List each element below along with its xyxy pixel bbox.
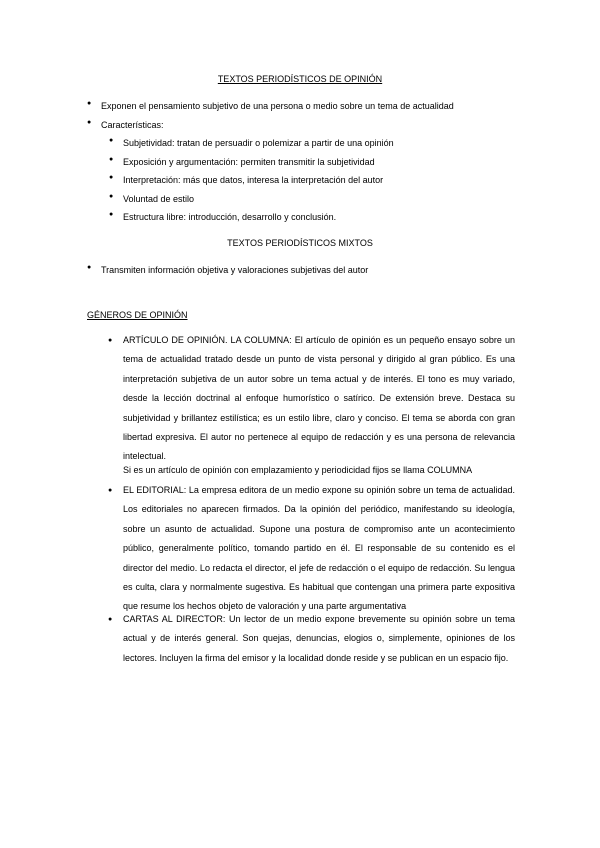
- bullet-icon: ●: [87, 100, 92, 107]
- bullet-icon: ●: [108, 337, 113, 344]
- page-title: TEXTOS PERIODÍSTICOS DE OPINIÓN: [217, 74, 383, 84]
- sub-list-item-text: Interpretación: más que datos, interesa la interpretación del autor: [123, 175, 384, 185]
- bullet-icon: ●: [109, 137, 114, 144]
- section-title-mixed: TEXTOS PERIODÍSTICOS MIXTOS: [227, 238, 373, 248]
- bullet-icon: ●: [87, 119, 92, 126]
- genre-text: ARTÍCULO DE OPINIÓN. LA COLUMNA: El artículo de opinión es un pequeño ensayo sobre un tema de actualidad tratado desde un punto de vista personal y dirigido al gran público. Es una interpretación subjetiva de un autor sobre un tema actual y de interés. El tono es muy variado, desde la lección doctrinal al enfoque humorístico o satírico. De extensión breve. Destaca su subjetividad y brillantez estilística; es un estilo libre, claro y conciso. El tema se aborda con gran libertad expresiva. El autor no pertenece al equipo de redacción y es una persona de relevancia intelectual.: [123, 335, 515, 462]
- bullet-icon: ●: [109, 193, 114, 200]
- bullet-icon: ●: [87, 264, 92, 271]
- list-item-text: Características:: [101, 120, 164, 130]
- genre-item-editorial: [108, 481, 515, 617]
- sub-list-item-text: Voluntad de estilo: [123, 194, 195, 204]
- bullet-icon: ●: [108, 616, 113, 623]
- sub-list-item-text: Estructura libre: introducción, desarrollo y conclusión.: [123, 212, 337, 222]
- genre-item-cartas: [108, 610, 515, 668]
- list-item-text: Exponen el pensamiento subjetivo de una persona o medio sobre un tema de actualidad: [101, 101, 454, 111]
- list-item-text: Transmiten información objetiva y valoraciones subjetivas del autor: [101, 265, 369, 275]
- list-item: [87, 264, 369, 275]
- bullet-icon: ●: [108, 487, 113, 494]
- genre-text: CARTAS AL DIRECTOR: Un lector de un medio expone brevemente su opinión sobre un tema actual y de interés general. Son quejas, denuncias, elogios o, simplemente, opiniones de los lectores. Incluyen la firma del emisor y la localidad donde reside y se publican en un espacio fijo.: [123, 614, 515, 663]
- bullet-icon: ●: [109, 156, 114, 163]
- genre-text: EL EDITORIAL: La empresa editora de un medio expone su opinión sobre un tema de actualidad. Los editoriales no aparecen firmados. Da la opinión del periódico, manifestando su ideología, sobre un asunto de actualidad. Supone una postura de compromiso ante un acontecimiento público, generalmente político, tomando partido en él. El responsable de su contenido es el director del medio. Lo redacta el director, el jefe de redacción o el equipo de redacción. Su lengua es culta, clara y normalmente sugestiva. Es habitual que contengan una primera parte expositiva que resume los hechos objeto de valoración y una parte argumentativa: [123, 485, 515, 612]
- sub-list-item: [109, 211, 337, 222]
- sub-list-item: [109, 174, 384, 185]
- sub-list-item-text: Exposición y argumentación: permiten transmitir la subjetividad: [123, 157, 375, 167]
- sub-list-item: [109, 156, 375, 167]
- genre-note: Si es un artículo de opinión con emplazamiento y periodicidad fijos se llama COLUMNA: [123, 465, 473, 475]
- list-item: [87, 100, 454, 111]
- list-item: [87, 119, 164, 130]
- bullet-icon: ●: [109, 174, 114, 181]
- sub-list-item-text: Subjetividad: tratan de persuadir o polemizar a partir de una opinión: [123, 138, 394, 148]
- genres-heading: GÉNEROS DE OPINIÓN: [87, 310, 188, 320]
- genre-item-articulo: [108, 331, 515, 467]
- sub-list-item: [109, 137, 394, 148]
- bullet-icon: ●: [109, 211, 114, 218]
- sub-list-item: [109, 193, 195, 204]
